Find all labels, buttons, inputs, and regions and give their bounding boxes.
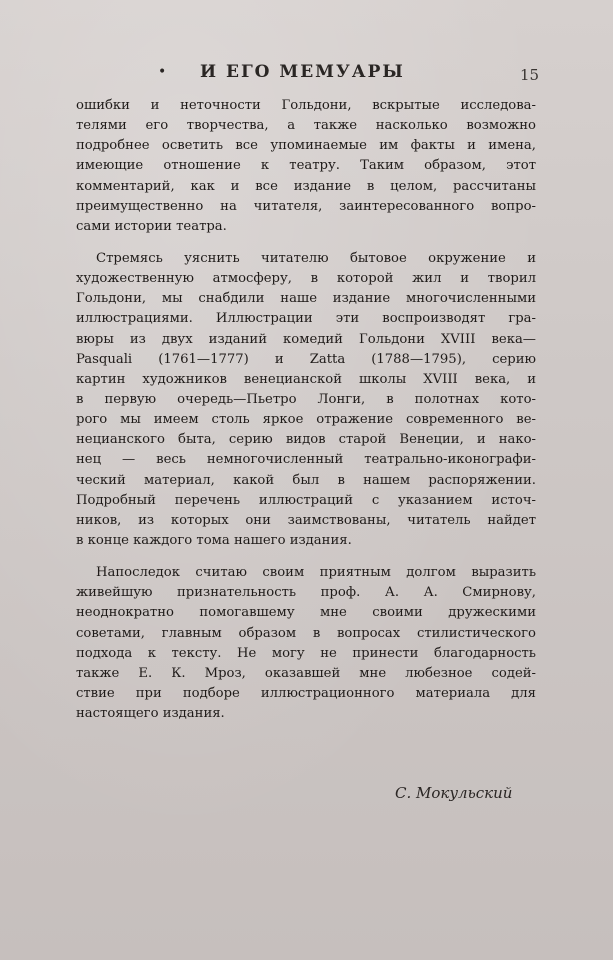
paragraph-2 (76, 249, 536, 551)
text-line: неоднократно помогавшему мне своими дружескими (76, 605, 536, 621)
page-number: 15 (520, 66, 540, 84)
text-line: сами истории театра. (76, 218, 227, 234)
running-title: И ЕГО МЕМУАРЫ (200, 62, 405, 82)
body-text (76, 96, 536, 736)
text-line: картин художников венецианской школы XVIII века, и (76, 371, 536, 387)
text-line: комментарий, как и все издание в целом, рассчитаны (76, 178, 536, 194)
text-line: ческий материал, какой был в нашем распоряжении. (76, 472, 536, 488)
text-line: вюры из двух изданий комедий Гольдони XVIII века— (76, 331, 536, 347)
running-header (0, 62, 613, 86)
text-line: рого мы имеем столь яркое отражение современного ве- (76, 412, 536, 428)
text-line: иллюстрациями. Иллюстрации эти воспроизводят гра- (76, 311, 536, 327)
paragraph-3 (76, 563, 536, 724)
text-line: ствие при подборе иллюстрационного материала для (76, 685, 536, 701)
text-line: советами, главным образом в вопросах стилистического (76, 625, 536, 641)
text-line: в первую очередь—Пьетро Лонги, в полотнах кото- (76, 391, 536, 407)
text-line: нецианского быта, серию видов старой Венеции, и нако- (76, 432, 536, 448)
text-line: нец — весь немногочисленный театрально-иконографи- (76, 452, 536, 468)
text-line: ников, из которых они заимствованы, читатель найдет (76, 512, 536, 528)
paragraph-1 (76, 96, 536, 237)
text-line: также Е. К. Мроз, оказавшей мне любезное содей- (76, 665, 536, 681)
text-line: Напоследок считаю своим приятным долгом выразить (96, 565, 536, 581)
text-line: подхода к тексту. Не могу не принести благодарность (76, 645, 536, 661)
text-line: Стремясь уяснить читателю бытовое окружение и (96, 250, 536, 266)
text-line: художественную атмосферу, в которой жил и творил (76, 271, 536, 287)
text-line: Гольдони, мы снабдили наше издание многочисленными (76, 291, 536, 307)
text-line: подробнее осветить все упоминаемые им факты и имена, (76, 138, 536, 154)
author-signature: С. Мокульский (395, 784, 513, 802)
text-line: имеющие отношение к театру. Таким образом, этот (76, 158, 536, 174)
text-line: ошибки и неточности Гольдони, вскрытые исследова- (76, 98, 536, 113)
text-line: живейшую признательность проф. А. А. Смирнову, (76, 585, 536, 601)
text-line: в конце каждого тома нашего издания. (76, 532, 352, 548)
text-line: настоящего издания. (76, 706, 225, 722)
text-line: Pasquali (1761—1777) и Zatta (1788—1795), серию (76, 351, 536, 367)
header-dot: • (158, 64, 167, 80)
text-line: телями его творчества, а также насколько возможно (76, 118, 536, 134)
text-line: Подробный перечень иллюстраций с указанием источ- (76, 492, 536, 508)
text-line: преимущественно на читателя, заинтересованного вопро- (76, 198, 536, 214)
